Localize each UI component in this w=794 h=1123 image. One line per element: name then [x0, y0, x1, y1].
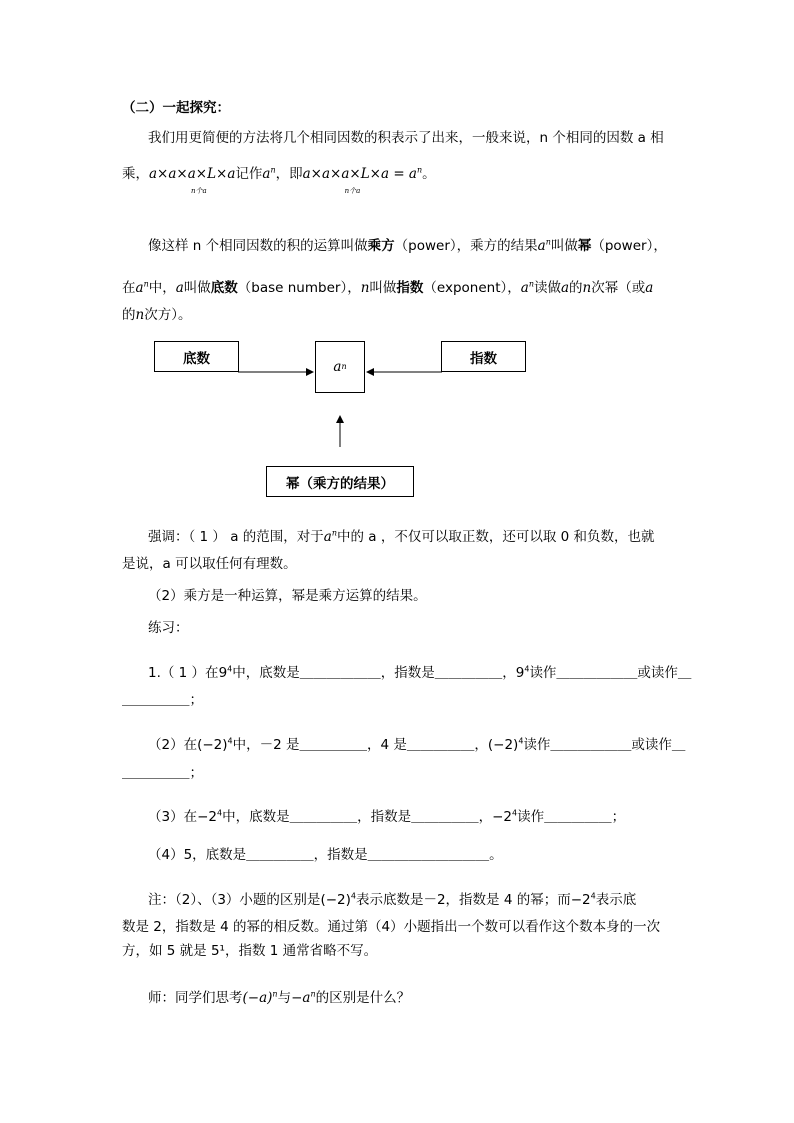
text-fragment: 的区别是什么？	[315, 990, 411, 1006]
emphasis-line-1	[148, 527, 655, 547]
text-fragment: 注：（2）、（3）小题的区别是	[148, 892, 321, 908]
var-a: a	[560, 280, 570, 296]
text-fragment: （exponent），	[423, 280, 521, 296]
math-neg2-4: $(-2)^4$	[487, 736, 524, 753]
power-exponent: n	[143, 279, 149, 289]
term-mi: 幂	[577, 238, 592, 254]
text-fragment: 像这样 n 个相同因数的积的运算叫做	[148, 238, 368, 254]
text-fragment: ，即	[275, 166, 303, 182]
text-fragment: 叫做	[369, 280, 397, 296]
power-exponent: n	[416, 165, 423, 175]
diagram-result-label: 幂（乘方的结果）	[286, 475, 394, 492]
text-fragment: （2）在	[148, 737, 198, 753]
var-a: a	[645, 280, 654, 296]
expression-text: a×a×a×L×a	[149, 166, 236, 182]
term-power: 乘方	[367, 238, 395, 254]
math-neg-a-n: $(-a)^n$	[242, 989, 278, 1006]
question-1	[148, 663, 691, 683]
text-fragment: 表示底	[595, 892, 637, 908]
math-neg2-4: $(-2)^4$	[197, 736, 233, 753]
text-fragment: 表示底数是－2，指数是 4 的幂；而	[355, 892, 571, 908]
power-exponent: n	[528, 279, 534, 289]
note-line-1	[148, 890, 636, 910]
text-fragment: 的	[122, 307, 136, 323]
text-fragment: 的	[569, 280, 583, 296]
text-fragment: （3）在	[148, 809, 198, 825]
power-exponent: n	[270, 165, 276, 175]
text-fragment: 记作	[235, 166, 263, 182]
text-fragment: （power），	[591, 238, 667, 254]
math-minus-2-4: $-2^4$	[492, 808, 518, 825]
note-line-2: 数是 2，指数是 4 的幂的相反数。通过第（4）小题指出一个数可以看作这个数本身的一次	[122, 919, 661, 935]
term-exponent: 指数	[396, 280, 424, 296]
text-fragment: 在	[122, 280, 136, 296]
question-3	[148, 807, 625, 827]
text-fragment: 中的 a ，不仅可以取正数，还可以取 0 和负数，也就	[337, 529, 655, 545]
math-minus-a-n: $-a^n$	[291, 989, 316, 1006]
text-fragment: 与	[277, 990, 292, 1006]
question-4: （4）5，底数是＿＿＿＿＿，指数是＿＿＿＿＿＿＿＿＿。	[148, 847, 503, 863]
expression-text: a×a×a×L×a	[302, 166, 390, 182]
var-n: n	[135, 307, 145, 323]
text-fragment: 读做	[533, 280, 561, 296]
note-line-3: 方，如 5 就是 5¹，指数 1 通常省略不写。	[122, 943, 378, 959]
text-fragment: 读作＿＿＿＿＿＿或读作＿	[523, 737, 686, 753]
term-base: 底数	[210, 280, 238, 296]
underbrace-label-1: n个a	[191, 187, 207, 195]
emphasis-line-2: 是说，a 可以取任何有理数。	[122, 556, 297, 572]
text-fragment: 中，底数是＿＿＿＿＿，指数是＿＿＿＿＿，	[222, 809, 493, 825]
text-fragment: 叫做	[183, 280, 211, 296]
question-1-continued: ＿＿＿＿＿；	[122, 692, 203, 708]
diagram-exponent-box	[441, 341, 526, 372]
question-2-continued: ＿＿＿＿＿；	[122, 765, 203, 781]
text-fragment: 中，－2 是＿＿＿＿＿，4 是＿＿＿＿＿，	[232, 737, 488, 753]
math-9-4: $9^4$	[218, 664, 233, 681]
text-fragment: 次方）。	[144, 307, 192, 323]
var-a: a	[175, 280, 184, 296]
text-fragment: 。	[422, 166, 436, 182]
text-fragment: （power），乘方的结果	[394, 238, 538, 254]
text-fragment: 读作＿＿＿＿＿；	[517, 809, 626, 825]
text-fragment: 强调：（ 1 ） a 的范围，对于	[148, 529, 324, 545]
power-exponent: n	[331, 528, 337, 538]
var-n: n	[360, 280, 370, 296]
power-base: a	[520, 280, 529, 296]
diagram-power-base: a	[333, 359, 342, 375]
math-minus-2-4: $-2^4$	[570, 891, 596, 908]
text-fragment: 乘，	[122, 166, 149, 182]
power-base: a	[135, 280, 144, 296]
emphasis-line-3: （2）乘方是一种运算，幂是乘方运算的结果。	[148, 588, 427, 604]
teacher-question	[148, 988, 410, 1008]
text-fragment: 叫做	[550, 238, 578, 254]
math-9-4: $9^4$	[515, 664, 530, 681]
diagram-power-box: a n	[315, 341, 365, 393]
diagram-result-box	[266, 466, 414, 497]
practice-title: 练习：	[148, 620, 189, 636]
diagram-base-box	[154, 341, 239, 372]
var-n: n	[582, 280, 592, 296]
equals-power: = a	[389, 166, 417, 182]
text-fragment: 读作＿＿＿＿＿＿或读作＿	[529, 665, 692, 681]
section-title: （二）一起探究：	[122, 100, 230, 116]
text-fragment: 1.（ 1 ）在	[148, 665, 219, 681]
text-fragment: （base number），	[237, 280, 361, 296]
text-fragment: 师：同学们思考	[148, 990, 243, 1006]
paragraph-1-line-1: 我们用更简便的方法将几个相同因数的积表示了出来，一般来说，n 个相同的因数 a 相	[148, 130, 664, 146]
text-fragment: 次幂（或	[591, 280, 646, 296]
power-exponent: n	[545, 237, 551, 247]
underbrace-label-2: n个a	[344, 187, 361, 195]
text-fragment: 中，底数是＿＿＿＿＿＿，指数是＿＿＿＿＿，	[232, 665, 516, 681]
power-base: a	[262, 166, 271, 182]
math-minus-2-4: $-2^4$	[197, 808, 223, 825]
question-2	[148, 735, 685, 755]
diagram-exponent-label: 指数	[470, 350, 497, 367]
diagram-base-label: 底数	[183, 350, 210, 367]
text-fragment: 中，	[148, 280, 176, 296]
power-base: a	[323, 529, 332, 545]
power-base: a	[537, 238, 546, 254]
math-neg2-4: $(-2)^4$	[320, 891, 356, 908]
